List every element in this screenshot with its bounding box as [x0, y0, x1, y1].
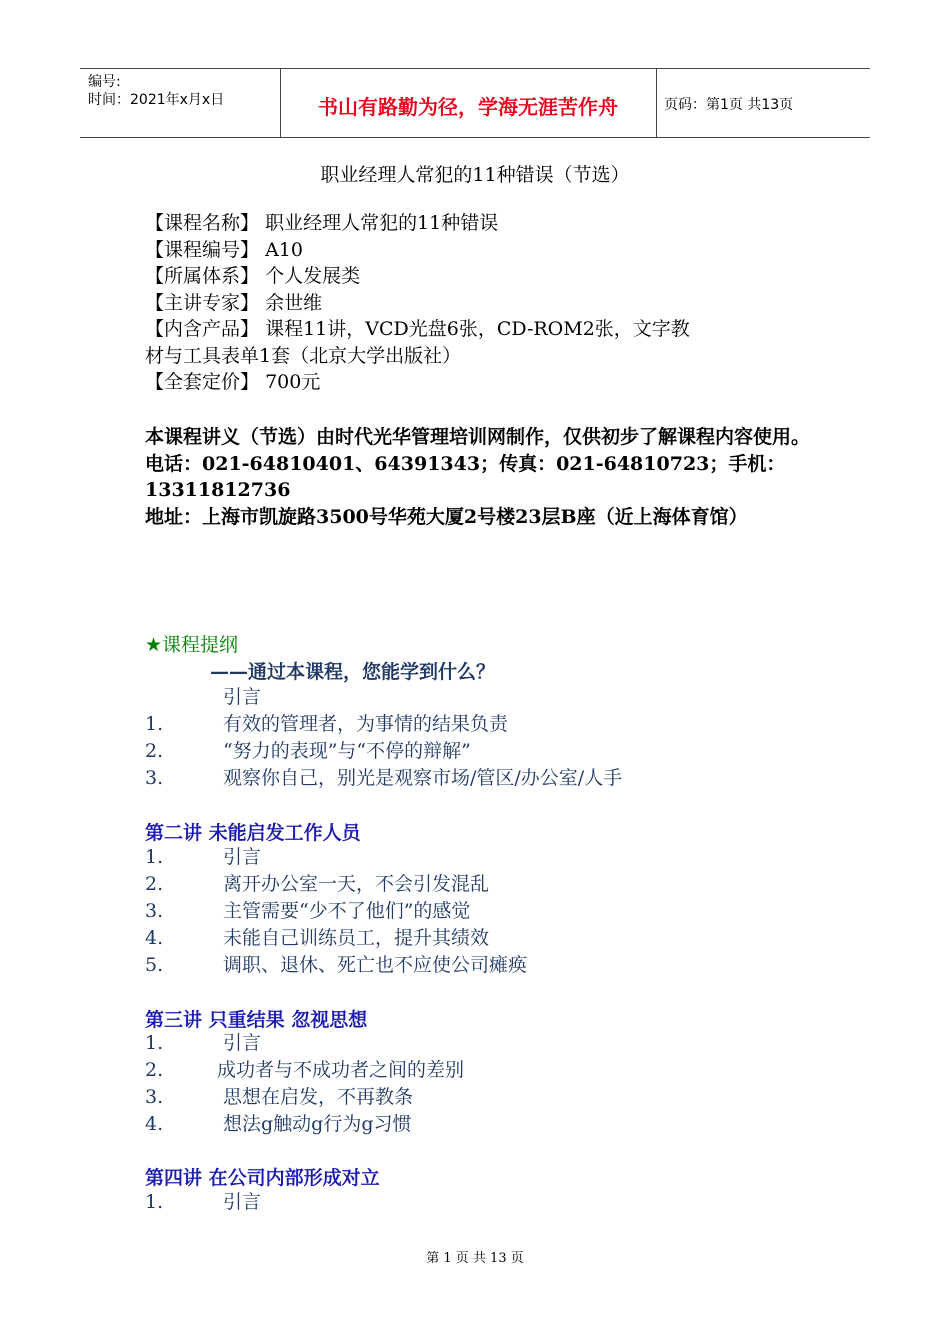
info-label: 【课程编号】 — [145, 238, 260, 261]
lecture-2-title: 第二讲 未能启发工作人员 — [145, 822, 361, 844]
info-row — [145, 237, 815, 264]
item-number: 1. — [145, 1032, 164, 1054]
contact-intro: 本课程讲义（节选）由时代光华管理培训网制作，仅供初步了解课程内容使用。 — [145, 426, 811, 448]
item-number: 1. — [145, 846, 164, 868]
info-row — [145, 369, 815, 396]
item-number: 1. — [145, 713, 164, 735]
item-text: 引言 — [223, 686, 262, 708]
item-number: 3. — [145, 767, 164, 789]
item-text: 调职、退休、死亡也不应使公司瘫痪 — [223, 954, 528, 976]
item-text: 离开办公室一天，不会引发混乱 — [223, 873, 490, 895]
item-text: 引言 — [223, 846, 262, 868]
info-label: 【所属体系】 — [145, 265, 260, 287]
item-number: 4. — [145, 927, 164, 949]
header-divider — [280, 69, 281, 137]
lecture-3-title: 第三讲 只重结果 忽视思想 — [145, 1009, 368, 1031]
info-row — [145, 263, 815, 290]
item-number: 4. — [145, 1113, 164, 1135]
item-number: 2. — [145, 873, 164, 895]
info-value: 余世维 — [265, 291, 323, 314]
contact-block — [145, 424, 810, 530]
page-footer: 第 1 页 共 13 页 — [426, 1251, 524, 1266]
lecture-4-title: 第四讲 在公司内部形成对立 — [145, 1167, 380, 1189]
item-number: 5. — [145, 954, 164, 976]
info-label: 【课程名称】 — [145, 212, 260, 234]
item-text: 想法g触动g行为g习惯 — [223, 1113, 412, 1135]
info-row — [145, 290, 815, 317]
item-text: 思想在启发，不再教条 — [223, 1086, 414, 1108]
info-row — [145, 316, 815, 343]
item-text: “努力的表现”与“不停的辩解” — [223, 740, 471, 762]
item-text: 引言 — [223, 1191, 262, 1213]
item-text: 未能自己训练员工，提升其绩效 — [223, 927, 490, 949]
page-header — [80, 68, 870, 138]
info-value: 材与工具表单1套（北京大学出版社） — [145, 344, 462, 367]
info-value: 职业经理人常犯的11种错误 — [265, 212, 499, 234]
course-info — [145, 210, 815, 396]
info-value: 课程11讲，VCD光盘6张，CD-ROM2张，文字教 — [265, 318, 690, 340]
item-text: 主管需要“少不了他们”的感觉 — [223, 900, 471, 922]
info-value: 个人发展类 — [265, 265, 361, 287]
info-row — [145, 210, 815, 237]
time-label: 时间：2021年x月x日 — [88, 92, 225, 108]
header-left — [88, 73, 224, 109]
outline-title: ★课程提纲 — [145, 634, 239, 656]
item-text: 观察你自己，别光是观察市场/管区/办公室/人手 — [223, 767, 623, 789]
item-number: 2. — [145, 1059, 164, 1081]
info-label: 【全套定价】 — [145, 371, 260, 393]
info-value: 700元 — [265, 371, 321, 393]
info-value: A10 — [265, 238, 303, 261]
contact-address: 地址：上海市凯旋路3500号华苑大厦2号楼23层B座（近上海体育馆） — [145, 505, 748, 528]
item-text: 成功者与不成功者之间的差别 — [217, 1059, 465, 1081]
header-motto: 书山有路勤为径，学海无涯苦作舟 — [318, 95, 618, 119]
info-row — [145, 343, 815, 370]
header-page-info: 页码：第1页 共13页 — [664, 97, 794, 113]
outline-subtitle: ——通过本课程，您能学到什么？ — [210, 661, 496, 683]
item-text: 有效的管理者，为事情的结果负责 — [223, 713, 509, 735]
item-number: 3. — [145, 900, 164, 922]
header-divider — [656, 69, 657, 137]
info-label: 【内含产品】 — [145, 318, 260, 340]
item-number: 3. — [145, 1086, 164, 1108]
item-number: 1. — [145, 1191, 164, 1213]
item-text: 引言 — [223, 1032, 262, 1054]
item-number: 2. — [145, 740, 164, 762]
document-title: 职业经理人常犯的11种错误（节选） — [320, 164, 630, 186]
info-label: 【主讲专家】 — [145, 291, 260, 314]
contact-phone: 电话：021-64810401、64391343；传真：021-64810723；手机：13311812736 — [145, 452, 786, 501]
number-label: 编号: — [88, 74, 121, 90]
